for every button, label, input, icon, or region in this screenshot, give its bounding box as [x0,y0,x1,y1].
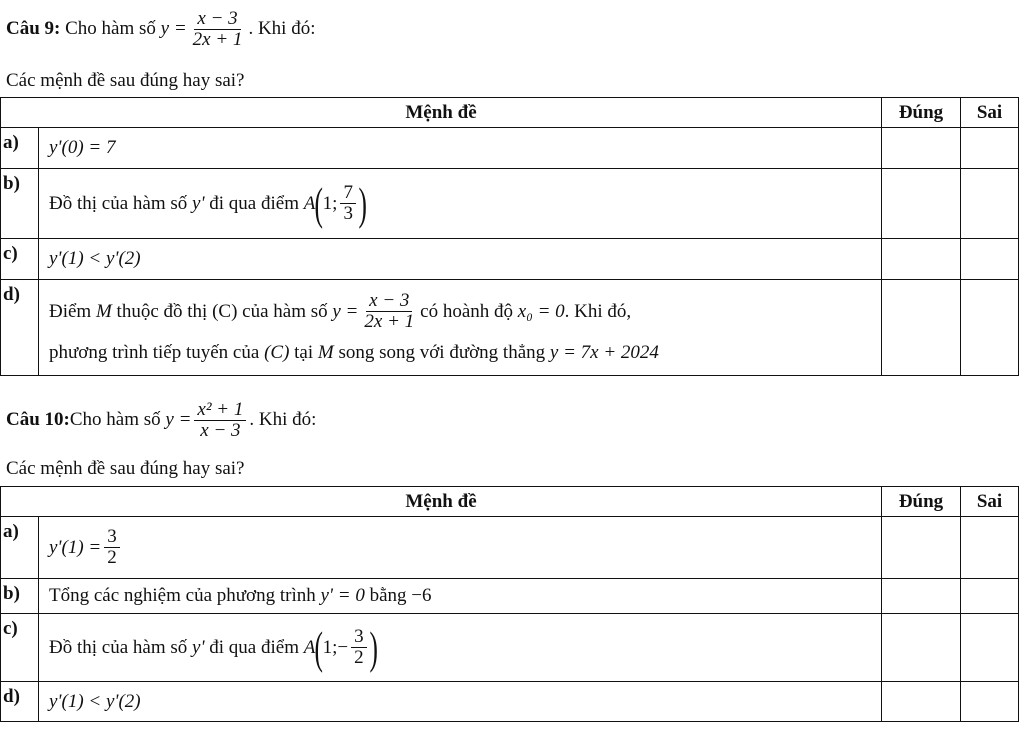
q9-row-d-true-box[interactable] [882,280,961,376]
q9-number: Câu 9: [6,18,61,39]
q9-row-d-l1c: có hoành độ [420,300,514,322]
q10-row-d-text: y'(1) < y'(2) [49,690,141,712]
q10-row-a-fraction [104,527,120,568]
q10-row-b [1,579,1019,614]
q10-row-c-content [49,621,881,673]
q9-after: . Khi đó: [248,18,316,39]
q10-row-b-true-box[interactable] [882,579,961,614]
q9-row-d-l2a: phương trình tiếp tuyến của [49,341,260,363]
q10-number: Câu 10: [6,409,70,430]
q10-header-row [1,487,1019,517]
q9-row-b-fden: 3 [343,203,353,224]
q9-header-true: Đúng [882,98,961,128]
q10-row-c-label: c) [1,614,39,682]
q10-row-a-false-box[interactable] [961,517,1019,579]
q9-row-d-line1 [49,291,881,332]
q9-row-d-label: d) [1,280,39,376]
q10-row-c-text2: đi qua điểm [209,636,299,658]
q10-row-b-text2: bằng −6 [369,585,432,606]
q10-row-c-lparen-icon: ( [314,621,324,673]
q9-row-d-false-box[interactable] [961,280,1019,376]
q10-row-c-fden: 2 [354,647,364,668]
q10-func-numerator: x² + 1 [194,400,246,421]
q10-row-b-label: b) [1,579,39,614]
q10-row-b-false-box[interactable] [961,579,1019,614]
q9-func-y: y = [160,18,187,39]
q9-row-d-l1d: . Khi đó, [564,300,632,322]
q10-heading [6,392,316,448]
q10-intro: Cho hàm số [69,409,161,430]
q10-row-c-rparen-icon: ) [369,621,378,673]
q10-row-a-content [49,527,881,568]
q9-row-d [1,280,1019,376]
q10-row-a-true-box[interactable] [882,517,961,579]
q9-row-a-text: y'(0) = 7 [49,137,116,158]
q9-header-row [1,98,1019,128]
q10-func-y: y = [165,409,192,430]
q9-row-b-point: A [303,192,316,214]
q10-row-a-fnum: 3 [104,527,120,548]
q10-row-a-label: a) [1,517,39,579]
q9-row-b-coord: 1; [322,192,338,214]
q10-row-d-label: d) [1,682,39,722]
q9-row-b-lparen-icon: ( [314,177,324,229]
q10-row-a-fden: 2 [107,547,117,568]
q10-row-c-text: Đồ thị của hàm số [49,636,188,658]
q10-table [0,486,1019,722]
q9-row-d-l2c: song song với đường thẳng [338,341,546,363]
q9-row-d-l2eq: y = 7x + 2024 [549,341,659,363]
q9-row-c-false-box[interactable] [961,239,1019,280]
q10-row-c-fraction [351,627,367,668]
q9-subtitle: Các mệnh đề sau đúng hay sai? [6,70,245,91]
q10-row-c-coord: 1;− [322,636,349,658]
q9-row-d-l1b: thuộc đồ thị (C) của hàm số [116,300,328,322]
q9-func-fraction [190,9,246,50]
q10-subtitle: Các mệnh đề sau đúng hay sai? [6,458,245,479]
q9-row-b [1,169,1019,239]
q9-row-d-l1a: Điểm [49,300,92,322]
q10-row-b-content [49,585,881,607]
q10-row-a-text: y'(1) = [49,536,102,558]
q9-row-b-fraction [340,183,356,224]
q10-row-d [1,682,1019,722]
q10-row-c-false-box[interactable] [961,614,1019,682]
q9-row-c-label: c) [1,239,39,280]
q9-row-b-content [49,177,881,229]
q9-row-d-fden: 2x + 1 [364,311,415,332]
q9-row-b-label: b) [1,169,39,239]
q9-row-d-l2M: M [317,341,334,363]
q9-row-b-rparen-icon: ) [358,177,367,229]
q9-row-d-l2C: (C) [264,341,290,363]
q10-row-c-true-box[interactable] [882,614,961,682]
q10-row-d-true-box[interactable] [882,682,961,722]
q10-row-c [1,614,1019,682]
q9-heading [6,4,315,54]
q9-func-denominator: 2x + 1 [192,28,243,50]
q9-row-d-fnum: x − 3 [366,291,412,312]
q9-header-false: Sai [961,98,1019,128]
q10-row-c-var: y' [192,636,205,658]
q9-row-b-fnum: 7 [340,183,356,204]
q10-header-false: Sai [961,487,1019,517]
q9-row-c [1,239,1019,280]
q9-row-b-false-box[interactable] [961,169,1019,239]
q9-row-a-true-box[interactable] [882,128,961,169]
q9-header-statement: Mệnh đề [1,98,882,128]
q9-row-d-l1x: x₀ = 0 [517,300,565,322]
q10-row-c-point: A [303,636,316,658]
q9-row-d-l1M: M [95,300,112,322]
q9-row-d-l2b: tại [294,341,314,363]
q9-row-a [1,128,1019,169]
q9-row-b-var: y' [192,192,205,214]
q10-header-true: Đúng [882,487,961,517]
q9-row-c-true-box[interactable] [882,239,961,280]
q10-row-a [1,517,1019,579]
q9-row-d-line2 [49,342,881,364]
q9-row-b-true-box[interactable] [882,169,961,239]
q10-header-statement: Mệnh đề [1,487,882,517]
q9-row-b-text: Đồ thị của hàm số [49,192,188,214]
q9-func-numerator: x − 3 [194,9,240,30]
q9-row-d-fraction [361,291,417,332]
q9-row-a-label: a) [1,128,39,169]
q9-row-b-text2: đi qua điểm [209,192,299,214]
q10-row-c-fnum: 3 [351,627,367,648]
q10-func-fraction [194,400,246,441]
q9-row-c-text: y'(1) < y'(2) [49,248,141,269]
q10-after: . Khi đó: [249,409,317,430]
q9-table [0,97,1019,376]
q10-func-denominator: x − 3 [200,419,241,441]
q9-row-a-false-box[interactable] [961,128,1019,169]
q9-intro: Cho hàm số [65,18,156,39]
q10-row-d-false-box[interactable] [961,682,1019,722]
q9-row-d-l1y: y = [332,300,359,322]
q10-row-b-eq: y' = 0 [320,585,365,606]
q10-row-b-text: Tổng các nghiệm của phương trình [49,585,316,606]
